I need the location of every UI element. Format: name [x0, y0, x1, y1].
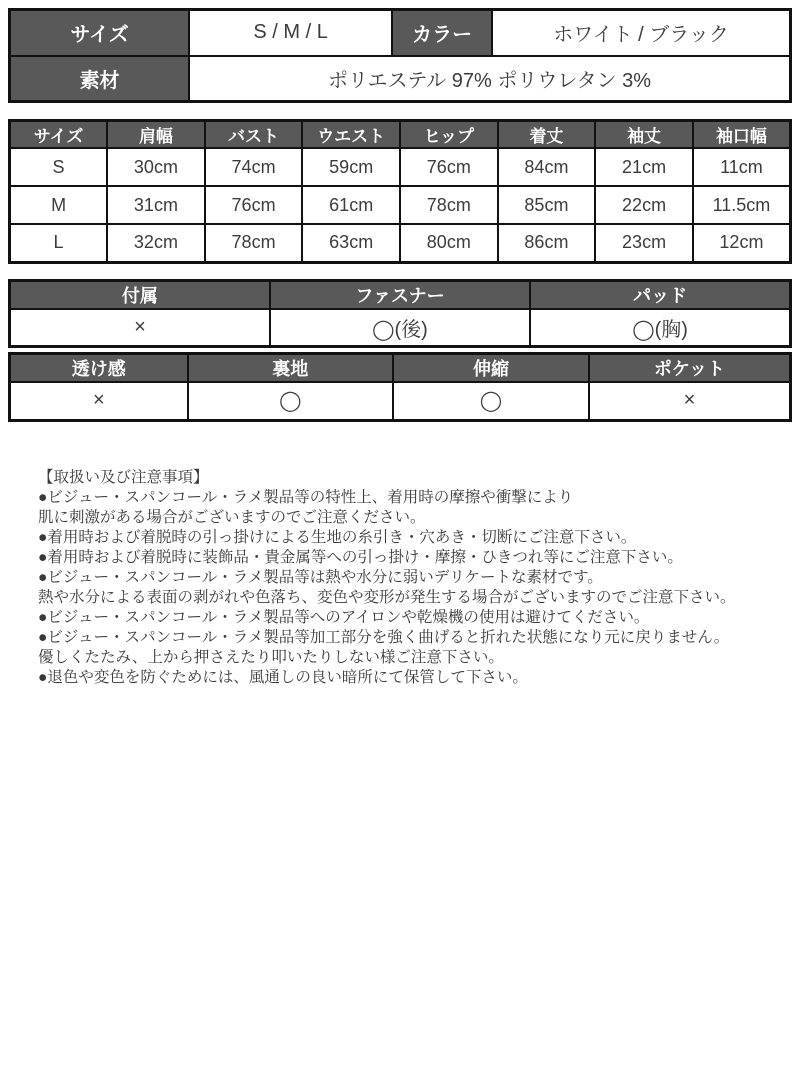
color-label-cell: カラー	[392, 10, 492, 56]
header-row	[10, 354, 791, 383]
product-info-table	[8, 8, 792, 103]
table-cell: 12cm	[693, 224, 791, 262]
size-measurements-header	[10, 121, 791, 149]
table-cell: 80cm	[400, 224, 498, 262]
table-cell: 85cm	[498, 186, 596, 224]
table-cell: ◯	[188, 382, 393, 420]
care-note-line: 熱や水分による表面の剥がれや色落ち、変色や変形が発生する場合がございますのでご注意下さい。	[38, 588, 736, 606]
care-notes	[38, 468, 772, 688]
care-note-line: ●退色や変色を防ぐためには、風通しの良い暗所にて保管して下さい。	[38, 668, 528, 686]
size-label-cell: サイズ	[10, 10, 190, 56]
features1-body	[10, 309, 791, 347]
table-cell: 31cm	[107, 186, 205, 224]
table-cell: 11.5cm	[693, 186, 791, 224]
table-cell: ◯	[393, 382, 589, 420]
table-cell: ×	[10, 309, 270, 347]
care-note-line: 肌に刺激がある場合がございますのでご注意ください。	[38, 508, 426, 526]
table-cell: M	[10, 186, 108, 224]
care-note-line: 優しくたたみ、上から押さえたり叩いたりしない様ご注意下さい。	[38, 648, 504, 666]
column-header: 裏地	[188, 354, 393, 383]
care-notes-lines	[38, 488, 772, 688]
size-value-cell: S / M / L	[189, 10, 392, 56]
table-cell: L	[10, 224, 108, 262]
table-cell: ×	[10, 382, 188, 420]
material-value-cell: ポリエステル 97% ポリウレタン 3%	[189, 56, 790, 102]
table-row	[10, 186, 791, 224]
table-cell: 84cm	[498, 148, 596, 186]
column-header: パッド	[530, 280, 790, 309]
column-header: サイズ	[10, 121, 108, 149]
info-row-size-color	[10, 10, 791, 56]
table-cell: 32cm	[107, 224, 205, 262]
table-row	[10, 148, 791, 186]
info-row-material	[10, 56, 791, 102]
table-row	[10, 309, 791, 347]
care-note-line: ●ビジュー・スパンコール・ラメ製品等は熱や水分に弱いデリケートな素材です。	[38, 568, 603, 586]
material-label-cell: 素材	[10, 56, 190, 102]
care-notes-title: 【取扱い及び注意事項】	[38, 468, 209, 486]
features-table-accessories	[8, 279, 792, 349]
table-cell: ×	[589, 382, 791, 420]
table-cell: 23cm	[595, 224, 693, 262]
column-header: 肩幅	[107, 121, 205, 149]
size-measurements-body	[10, 148, 791, 262]
table-cell: 22cm	[595, 186, 693, 224]
table-cell: 86cm	[498, 224, 596, 262]
column-header: 付属	[10, 280, 270, 309]
features-table-fabric	[8, 352, 792, 422]
column-header: 透け感	[10, 354, 188, 383]
column-header: ファスナー	[270, 280, 530, 309]
table-cell: 78cm	[205, 224, 303, 262]
care-note-line: ●ビジュー・スパンコール・ラメ製品等加工部分を強く曲げると折れた状態になり元に戻りません。	[38, 628, 730, 646]
column-header: ポケット	[589, 354, 791, 383]
column-header: 袖丈	[595, 121, 693, 149]
table-cell: 59cm	[302, 148, 400, 186]
column-header: ヒップ	[400, 121, 498, 149]
header-row	[10, 280, 791, 309]
size-measurements-table	[8, 119, 792, 264]
table-cell: 61cm	[302, 186, 400, 224]
color-value-cell: ホワイト / ブラック	[492, 10, 790, 56]
table-cell: 21cm	[595, 148, 693, 186]
table-cell: S	[10, 148, 108, 186]
table-cell: 63cm	[302, 224, 400, 262]
features2-body	[10, 382, 791, 420]
column-header: 着丈	[498, 121, 596, 149]
table-cell: 78cm	[400, 186, 498, 224]
care-note-line: ●ビジュー・スパンコール・ラメ製品等の特性上、着用時の摩擦や衝撃により	[38, 488, 574, 506]
table-cell: 30cm	[107, 148, 205, 186]
table-row	[10, 382, 791, 420]
features2-header	[10, 354, 791, 383]
care-note-line: ●ビジュー・スパンコール・ラメ製品等へのアイロンや乾燥機の使用は避けてください。	[38, 608, 650, 626]
care-note-line: ●着用時および着脱時に装飾品・貴金属等への引っ掛け・摩擦・ひきつれ等にご注意下さい。	[38, 548, 683, 566]
features1-header	[10, 280, 791, 309]
table-cell: ◯(後)	[270, 309, 530, 347]
care-note-line: ●着用時および着脱時の引っ掛けによる生地の糸引き・穴あき・切断にご注意下さい。	[38, 528, 637, 546]
table-row	[10, 224, 791, 262]
table-cell: 74cm	[205, 148, 303, 186]
table-cell: 76cm	[205, 186, 303, 224]
table-cell: ◯(胸)	[530, 309, 790, 347]
header-row	[10, 121, 791, 149]
column-header: バスト	[205, 121, 303, 149]
table-cell: 76cm	[400, 148, 498, 186]
column-header: ウエスト	[302, 121, 400, 149]
column-header: 伸縮	[393, 354, 589, 383]
table-cell: 11cm	[693, 148, 791, 186]
column-header: 袖口幅	[693, 121, 791, 149]
